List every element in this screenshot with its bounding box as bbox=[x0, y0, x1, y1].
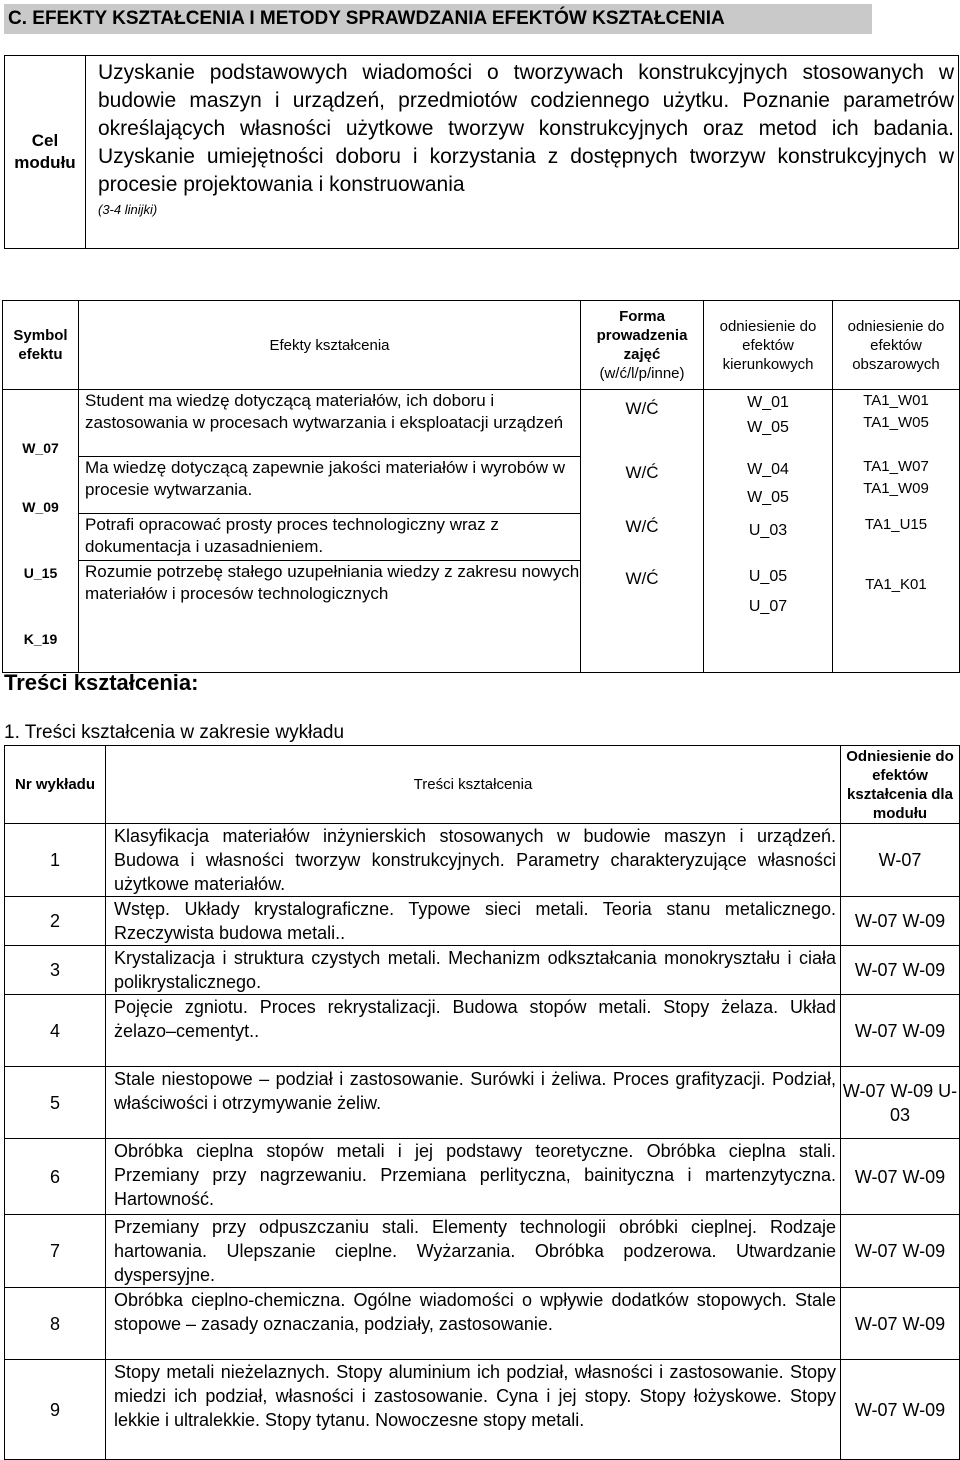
lecture-content: Stale niestopowe – podział i zastosowanie. Surówki i żeliwa. Proces grafityzacji. Podział, właściwości i otrzymywanie żeliw. bbox=[106, 1067, 841, 1139]
lecture-content: Pojęcie zgniotu. Proces rekrystalizacji. Budowa stopów metali. Stopy żelaza. Układ żelazo–cementyt.. bbox=[106, 995, 841, 1067]
lecture-content: Przemiany przy odpuszczaniu stali. Elementy technologii obróbki cieplnej. Rodzaje hartowania. Ulepszanie cieplne. Wyżarzania. Obróbka podzerowa. Utwardzanie dyspersyjne. bbox=[106, 1215, 841, 1288]
lecture-content: Klasyfikacja materiałów inżynierskich stosowanych w budowie maszyn i urządzeń. Budowa i własności tworzyw konstrukcyjnych. Parametry charakteryzujące własności użytkowe materiałów. bbox=[106, 824, 841, 897]
header-lecture-content: Treści kształcenia bbox=[106, 746, 841, 824]
lecture-nr: 1 bbox=[5, 824, 106, 897]
effect-description: Ma wiedzę dotyczącą zapewnie jakości materiałów i wyrobów w procesie wytwarzania. bbox=[79, 457, 580, 514]
lecture-nr: 3 bbox=[5, 946, 106, 995]
lecture-ref: W-07 W-09 bbox=[841, 1360, 960, 1460]
lecture-nr: 8 bbox=[5, 1288, 106, 1360]
symbols-cell bbox=[3, 390, 79, 673]
header-directional-ref: odniesienie do efektów kierunkowych bbox=[704, 301, 833, 390]
lecture-content: Obróbka cieplna stopów metali i jej podstawy teoretyczne. Obróbka cieplna stali. Przemiany przy nagrzewaniu. Przemiana perlityczna, bainityczna i martenzytyczna. Hartowność. bbox=[106, 1139, 841, 1215]
lecture-ref: W-07 W-09 U-03 bbox=[841, 1067, 960, 1139]
lecture-content: Krystalizacja i struktura czystych metali. Mechanizm odkształcania monokryształu i ciała polikrystalicznego. bbox=[106, 946, 841, 995]
header-lecture-nr: Nr wykładu bbox=[5, 746, 106, 824]
effect-directional-ref: U_03 bbox=[748, 522, 788, 539]
effect-area-ref: TA1_K01 bbox=[865, 576, 927, 593]
area-refs-cell bbox=[833, 390, 960, 673]
lecture-nr: 6 bbox=[5, 1139, 106, 1215]
lecture-ref: W-07 W-09 bbox=[841, 1215, 960, 1288]
effect-area-ref: TA1_W01 TA1_W05 bbox=[863, 392, 929, 431]
module-goal-text: Uzyskanie podstawowych wiadomości o tworzywach konstrukcyjnych stosowanych w budowie maszyn i urządzeń, przedmiotów codziennego użytku. Poznanie parametrów określających własności użytkowe tworzyw konstrukcyjnych oraz metod ich badania. Uzyskanie umiejętności doboru i korzystania z dostępnych tworzyw konstrukcyjnych w procesie projektowania i konstruowania bbox=[98, 61, 954, 196]
module-goal-table bbox=[4, 55, 959, 249]
header-lecture-ref: Odniesienie do efektów kształcenia dla modułu bbox=[841, 746, 960, 824]
effect-area-ref: TA1_W07 TA1_W09 bbox=[863, 458, 929, 497]
effect-directional-ref: W_04 W_05 bbox=[747, 461, 789, 506]
effect-form: W/Ć bbox=[625, 517, 659, 536]
lecture-nr: 4 bbox=[5, 995, 106, 1067]
symbol: W_07 bbox=[22, 440, 59, 456]
lecture-nr: 2 bbox=[5, 897, 106, 946]
symbol: K_19 bbox=[23, 631, 58, 647]
lecture-ref: W-07 W-09 bbox=[841, 897, 960, 946]
symbol: W_09 bbox=[22, 499, 59, 515]
lecture-contents-table bbox=[4, 745, 960, 1460]
directional-refs-cell bbox=[704, 390, 833, 673]
effect-directional-ref: U_05 U_07 bbox=[748, 568, 788, 615]
lecture-nr: 5 bbox=[5, 1067, 106, 1139]
effect-description: Potrafi opracować prosty proces technologiczny wraz z dokumentacja i uzasadnieniem. bbox=[79, 514, 580, 561]
forms-cell bbox=[581, 390, 704, 673]
learning-effects-table bbox=[2, 300, 960, 673]
effect-directional-ref: W_01 W_05 bbox=[747, 394, 789, 436]
effects-descriptions bbox=[79, 390, 581, 673]
effect-description: Student ma wiedzę dotyczącą materiałów, ich doboru i zastosowania w procesach wytwarzania i eksploatacji urządzeń bbox=[79, 390, 580, 457]
header-form: Forma prowadzenia zajęć (w/ć/l/p/inne) bbox=[581, 301, 704, 390]
effect-form: W/Ć bbox=[625, 463, 659, 482]
lecture-content: Stopy metali nieżelaznych. Stopy aluminium ich podział, własności i zastosowanie. Stopy miedzi ich podział, własności i zastosowanie. Cyna i jej stopy. Stopy łożyskowe. Stopy lekkie i ultralekkie. Stopy tytanu. Nowoczesne stopy metali. bbox=[106, 1360, 841, 1460]
header-area-ref: odniesienie do efektów obszarowych bbox=[833, 301, 960, 390]
lecture-nr: 9 bbox=[5, 1360, 106, 1460]
effect-form: W/Ć bbox=[625, 569, 659, 588]
contents-title: Treści kształcenia: bbox=[4, 670, 199, 695]
lecture-content: Obróbka cieplno-chemiczna. Ogólne wiadomości o wpływie dodatków stopowych. Stale stopowe – zasady oznaczania, podziały, zastosowanie. bbox=[106, 1288, 841, 1360]
effect-description: Rozumie potrzebę stałego uzupełniania wiedzy z zakresu nowych materiałów i procesów technologicznych bbox=[85, 562, 580, 603]
module-goal-text-cell bbox=[86, 56, 959, 249]
lecture-ref: W-07 W-09 bbox=[841, 1139, 960, 1215]
lecture-ref: W-07 W-09 bbox=[841, 1288, 960, 1360]
module-goal-note: (3-4 linijki) bbox=[98, 202, 158, 217]
header-effects: Efekty kształcenia bbox=[79, 301, 581, 390]
header-symbol: Symbol efektu bbox=[3, 301, 79, 390]
effect-area-ref: TA1_U15 bbox=[864, 516, 928, 533]
symbol: U_15 bbox=[23, 565, 58, 581]
lecture-ref: W-07 W-09 bbox=[841, 946, 960, 995]
effect-form: W/Ć bbox=[625, 399, 659, 418]
section-heading: C. EFEKTY KSZTAŁCENIA I METODY SPRAWDZANIA EFEKTÓW KSZTAŁCENIA bbox=[4, 4, 872, 34]
lecture-ref: W-07 bbox=[841, 824, 960, 897]
lecture-content: Wstęp. Układy krystalograficzne. Typowe sieci metali. Teoria stanu metalicznego. Rzeczywista budowa metali.. bbox=[106, 897, 841, 946]
lecture-ref: W-07 W-09 bbox=[841, 995, 960, 1067]
contents-subtitle: 1. Treści kształcenia w zakresie wykładu bbox=[4, 722, 345, 743]
lecture-nr: 7 bbox=[5, 1215, 106, 1288]
module-goal-label: Cel modułu bbox=[5, 56, 86, 249]
